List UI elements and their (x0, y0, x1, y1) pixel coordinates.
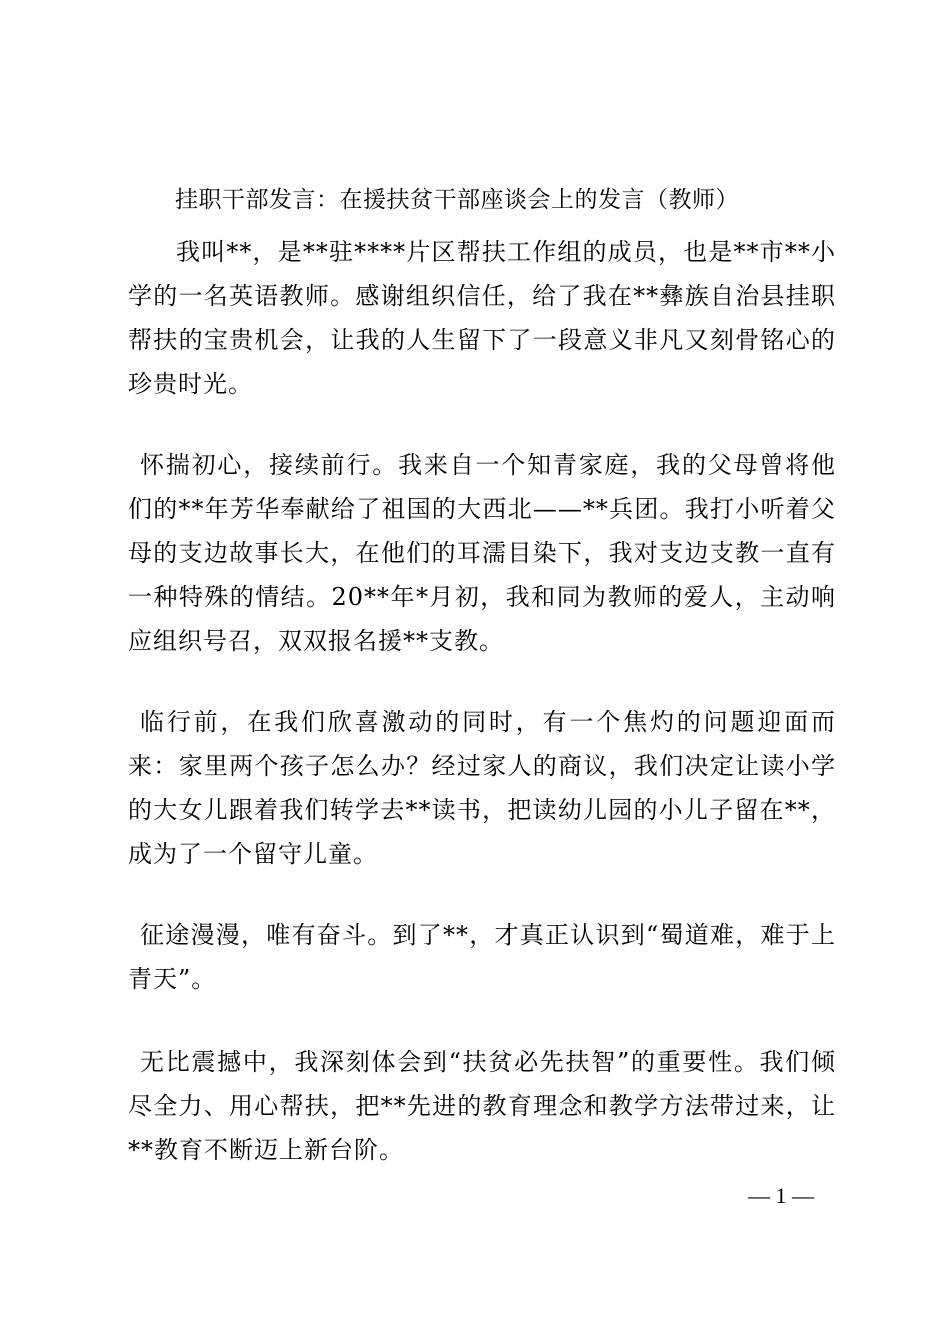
paragraph-4: 征途漫漫，唯有奋斗。到了**，才真正认识到“蜀道难，难于上青天”。 (128, 921, 836, 993)
paragraph-5: 无比震撼中，我深刻体会到“扶贫必先扶智”的重要性。我们倾尽全力、用心帮扶，把**先进的教育理念和教学方法带过来，让**教育不断迈上新台阶。 (128, 1048, 836, 1164)
paragraph-3: 临行前，在我们欣喜激动的同时，有一个焦灼的问题迎面而来：家里两个孩子怎么办？经过家人的商议，我们决定让读小学的大女儿跟着我们转学去**读书，把读幼儿园的小儿子留在**，成为了一个留守儿童。 (128, 708, 836, 868)
page-number: — 1 — (748, 1183, 814, 1208)
paragraph-2: 怀揣初心，接续前行。我来自一个知青家庭，我的父母曾将他们的**年芳华奉献给了祖国的大西北——**兵团。我打小听着父母的支边故事长大，在他们的耳濡目染下，我对支边支教一直有一种特殊的情结。20**年*月初，我和同为教师的爱人，主动响应组织号召，双双报名援**支教。 (128, 451, 836, 655)
document-title: 挂职干部发言：在援扶贫干部座谈会上的发言（教师） (175, 187, 739, 213)
paragraph-1: 我叫**，是**驻****片区帮扶工作组的成员，也是**市**小学的一名英语教师。感谢组织信任，给了我在**彝族自治县挂职帮扶的宝贵机会，让我的人生留下了一段意义非凡又刻骨铭心的珍贵时光。 (128, 238, 836, 398)
